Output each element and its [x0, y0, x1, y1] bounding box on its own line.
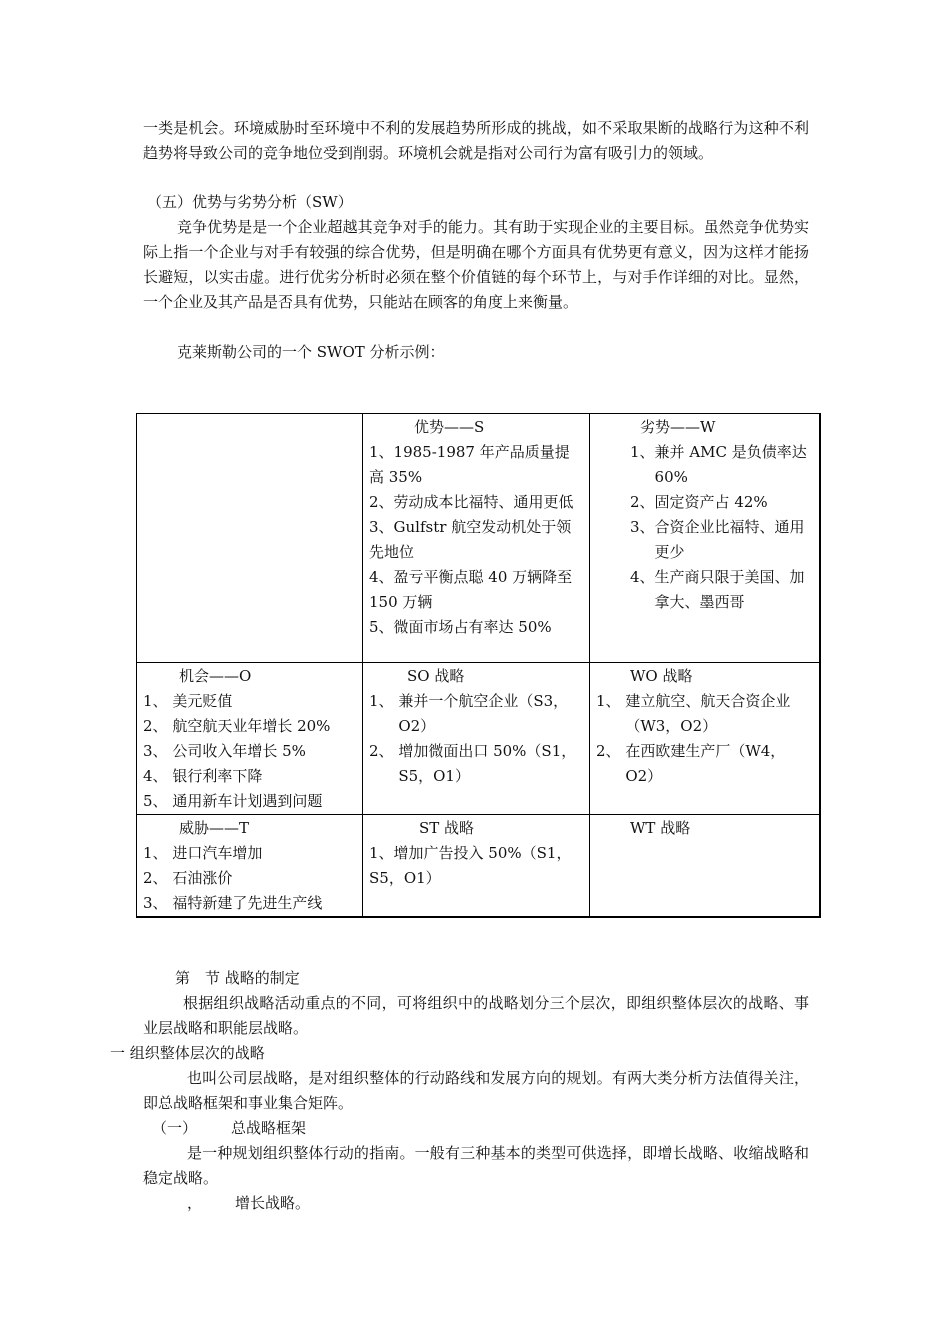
threats-header: 威胁——T — [179, 819, 250, 837]
strength-item: 5、微面市场占有率达 50% — [369, 618, 552, 636]
section-title: 第 节 战略的制定 — [175, 969, 300, 987]
threat-item: 1、 进口汽车增加 — [143, 844, 263, 862]
opportunity-item: 5、 通用新车计划遇到问题 — [143, 792, 323, 810]
strength-item: 2、劳动成本比福特、通用更低 — [369, 493, 574, 511]
heading-one-text: 也叫公司层战略，是对组织整体的行动路线和发展方向的规划。有两大类分析方法值得关注，即总战略框架和事业集合矩阵。 — [143, 1069, 809, 1112]
threat-item: 2、 石油涨价 — [143, 869, 233, 887]
so-strategy-header: SO 战略 — [407, 667, 465, 685]
st-strategy-header: ST 战略 — [419, 819, 475, 837]
strengths-header: 优势——S — [414, 418, 485, 436]
opportunity-item: 1、 美元贬值 — [143, 692, 233, 710]
opportunities-header: 机会——O — [179, 667, 252, 685]
swot-example-caption: 克莱斯勒公司的一个 SWOT 分析示例： — [177, 343, 445, 361]
st-strategy-cell — [363, 815, 590, 918]
wo-strategy-header: WO 战略 — [630, 667, 693, 685]
opportunity-item: 3、 公司收入年增长 5% — [143, 742, 306, 760]
weaknesses-cell — [590, 414, 820, 663]
heading-one: 一 组织整体层次的战略 — [110, 1044, 265, 1062]
wo-strategy-item: 2、 在西欧建生产厂（W4，O2） — [596, 742, 786, 785]
wt-strategy-cell — [590, 815, 820, 918]
threat-item: 3、 福特新建了先进生产线 — [143, 894, 323, 912]
strength-item: 1、1985-1987 年产品质量提高 35% — [369, 443, 570, 486]
sub-heading-text: 是一种规划组织整体行动的指南。一般有三种基本的类型可供选择，即增长战略、收缩战略和稳定战略。 — [143, 1144, 809, 1187]
weaknesses-header: 劣势——W — [640, 418, 716, 436]
opportunities-cell — [137, 663, 363, 815]
weakness-item: 1、 兼并 AMC 是负债率达 60% — [630, 443, 807, 486]
opportunity-item: 4、 银行利率下降 — [143, 767, 263, 785]
sub-heading-title: 总战略框架 — [231, 1119, 307, 1137]
swot-row-header — [137, 414, 820, 663]
threats-cell — [137, 815, 363, 918]
swot-row-threats — [137, 815, 820, 918]
section-sw-heading: （五）优势与劣势分析（SW） — [147, 193, 353, 211]
growth-title: 增长战略。 — [235, 1194, 311, 1212]
section-intro: 根据组织战略活动重点的不同，可将组织中的战略划分三个层次，即组织整体层次的战略、事业层战略和职能层战略。 — [143, 994, 809, 1037]
weakness-item: 3、 合资企业比福特、通用更少 — [630, 518, 805, 561]
weakness-item: 4、 生产商只限于美国、加拿大、墨西哥 — [630, 568, 805, 611]
wo-strategy-item: 1、 建立航空、航天合资企业（W3，O2） — [596, 692, 791, 735]
weakness-item: 2、 固定资产占 42% — [630, 493, 768, 511]
intro-paragraph: 一类是机会。环境威胁时至环境中不利的发展趋势所形成的挑战，如不采取果断的战略行为这种不利趋势将导致公司的竞争地位受到削弱。环境机会就是指对公司行为富有吸引力的领域。 — [143, 119, 809, 162]
so-strategy-item: 2、 增加微面出口 50%（S1，S5，O1） — [369, 742, 577, 785]
strength-item: 4、盈亏平衡点聪 40 万辆降至 150 万辆 — [369, 568, 573, 611]
strengths-cell — [363, 414, 590, 663]
wo-strategy-cell — [590, 663, 820, 815]
swot-empty-corner-cell — [137, 414, 363, 663]
growth-num: ， — [187, 1194, 203, 1212]
sw-paragraph: 竞争优势是是一个企业超越其竞争对手的能力。其有助于实现企业的主要目标。虽然竞争优势实际上指一个企业与对手有较强的综合优势，但是明确在哪个方面具有优势更有意义，因为这样才能扬长避短，以实击虚。进行优劣分析时必须在整个价值链的每个环节上，与对手作详细的对比。显然，一个企业及其产品是否具有优势，只能站在顾客的角度上来衡量。 — [143, 218, 809, 311]
so-strategy-item: 1、 兼并一个航空企业（S3，O2） — [369, 692, 569, 735]
wt-strategy-header: WT 战略 — [630, 819, 691, 837]
swot-table — [136, 413, 821, 918]
st-strategy-item: 1、增加广告投入 50%（S1，S5，O1） — [369, 844, 572, 887]
swot-row-opportunities — [137, 663, 820, 815]
sub-heading-num: （一） — [152, 1119, 198, 1137]
so-strategy-cell — [363, 663, 590, 815]
strength-item: 3、Gulfstr 航空发动机处于领先地位 — [369, 518, 572, 561]
opportunity-item: 2、 航空航天业年增长 20% — [143, 717, 331, 735]
